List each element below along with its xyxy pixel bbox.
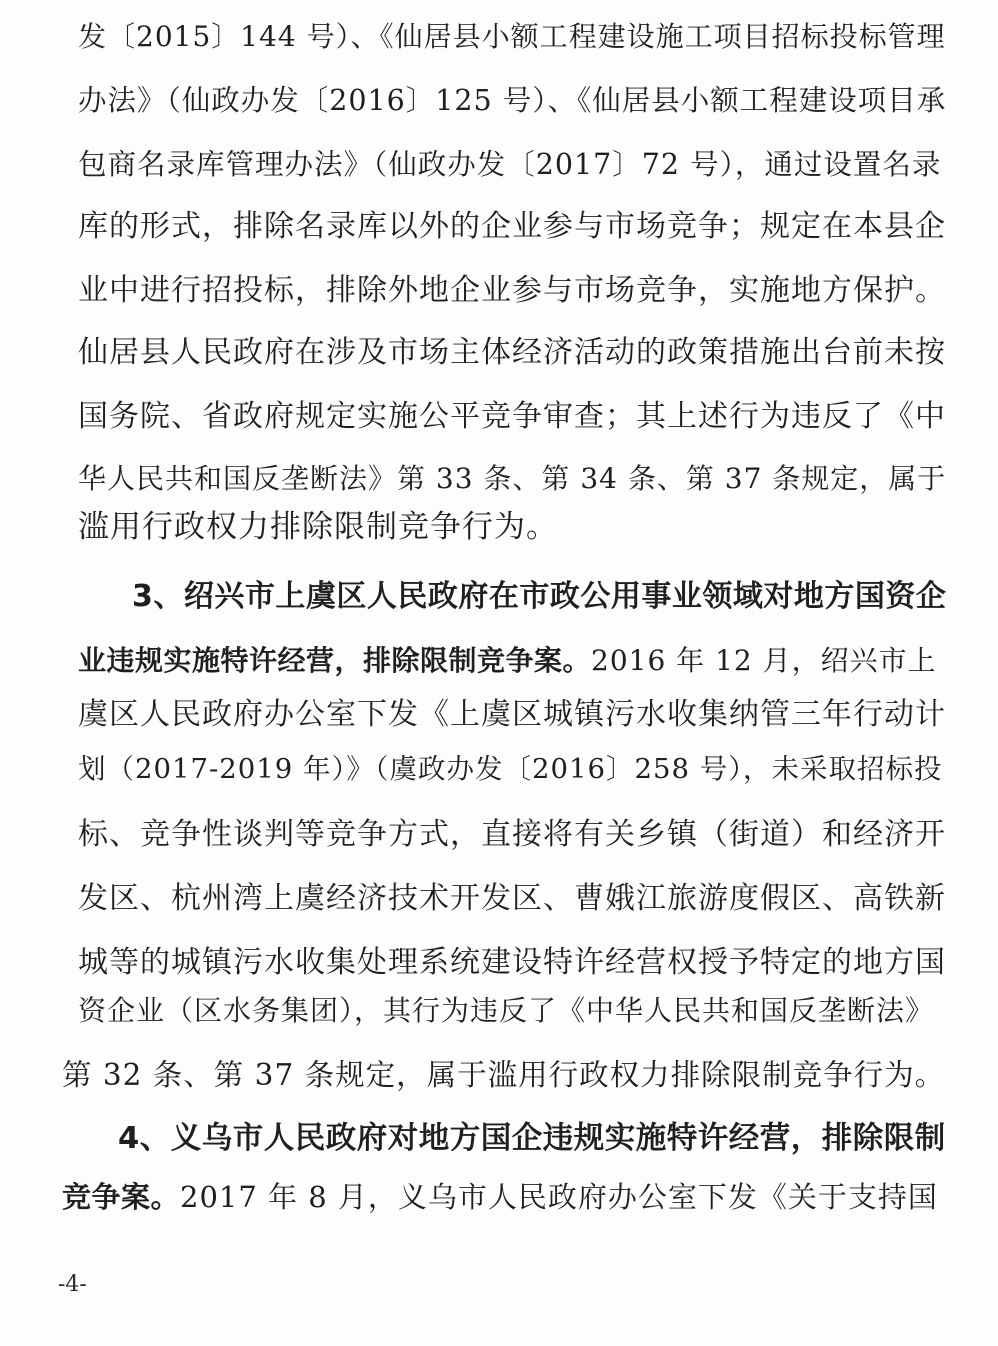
text-line	[78, 740, 948, 798]
line-text: 2016 年 12 月，绍兴市上	[591, 644, 937, 677]
line-text: 资企业（区水务集团），其行为违反了《中华人民共和国反垄断法》	[78, 994, 935, 1027]
line-text: 办法》（仙政办发〔2016〕125 号）、《仙居县小额工程建设项目承	[78, 84, 947, 117]
line-text: 发区、杭州湾上虞经济技术开发区、曹娥江旅游度假区、高铁新	[78, 881, 946, 916]
text-line	[78, 262, 948, 320]
line-text: 标、竞争性谈判等竞争方式，直接将有关乡镇（街道）和经济开	[78, 817, 946, 852]
bold-text: 竞争案。	[62, 1180, 181, 1214]
text-line	[78, 198, 948, 256]
text-line	[132, 568, 948, 626]
line-text: 业中进行招投标，排除外地企业参与市场竞争，实施地方保护。	[78, 273, 946, 308]
text-line	[78, 388, 948, 446]
line-text: 划（2017-2019 年）》（虞政办发〔2016〕258 号），未采取招标投	[78, 753, 943, 785]
text-line	[78, 72, 948, 130]
text-line	[118, 1110, 948, 1168]
bold-text: 3、绍兴市上虞区人民政府在市政公用事业领域对地方国资企	[132, 579, 947, 614]
line-text: 城等的城镇污水收集处理系统建设特许经营权授予特定的地方国	[78, 945, 946, 980]
line-text: 滥用行政权力排除限制竞争行为。	[78, 509, 558, 545]
text-line	[78, 136, 948, 194]
text-line	[78, 982, 948, 1040]
line-text: 仙居县人民政府在涉及市场主体经济活动的政策措施出台前未按	[78, 335, 946, 370]
text-line	[62, 1168, 948, 1226]
text-line	[78, 686, 948, 744]
text-line	[78, 324, 948, 382]
line-text: 库的形式，排除名录库以外的企业参与市场竞争；规定在本县企	[78, 209, 946, 244]
line-text: 国务院、省政府规定实施公平竞争审查；其上述行为违反了《中	[78, 399, 946, 434]
bold-text: 4、义乌市人民政府对地方国企违规实施特许经营，排除限制	[118, 1121, 946, 1156]
line-text: 虞区人民政府办公室下发《上虞区城镇污水收集纳管三年行动计	[78, 697, 946, 732]
text-line	[62, 1046, 948, 1104]
text-line	[78, 632, 948, 690]
line-text: 华人民共和国反垄断法》第 33 条、第 34 条、第 37 条规定，属于	[78, 462, 947, 495]
page-number: -4-	[58, 1272, 87, 1297]
text-line	[78, 8, 948, 66]
line-text: 2017 年 8 月，义乌市人民政府办公室下发《关于支持国	[180, 1180, 938, 1214]
line-text: 包商名录库管理办法》（仙政办发〔2017〕72 号），通过设置名录	[78, 148, 942, 181]
line-text: 第 32 条、第 37 条规定，属于滥用行政权力排除限制竞争行为。	[62, 1058, 946, 1092]
line-text: 发〔2015〕144 号）、《仙居县小额工程建设施工项目招标投标管理	[78, 20, 946, 53]
text-line	[78, 806, 948, 864]
text-line	[78, 498, 948, 556]
text-line	[78, 870, 948, 928]
bold-text: 业违规实施特许经营，排除限制竞争案。	[78, 644, 592, 677]
